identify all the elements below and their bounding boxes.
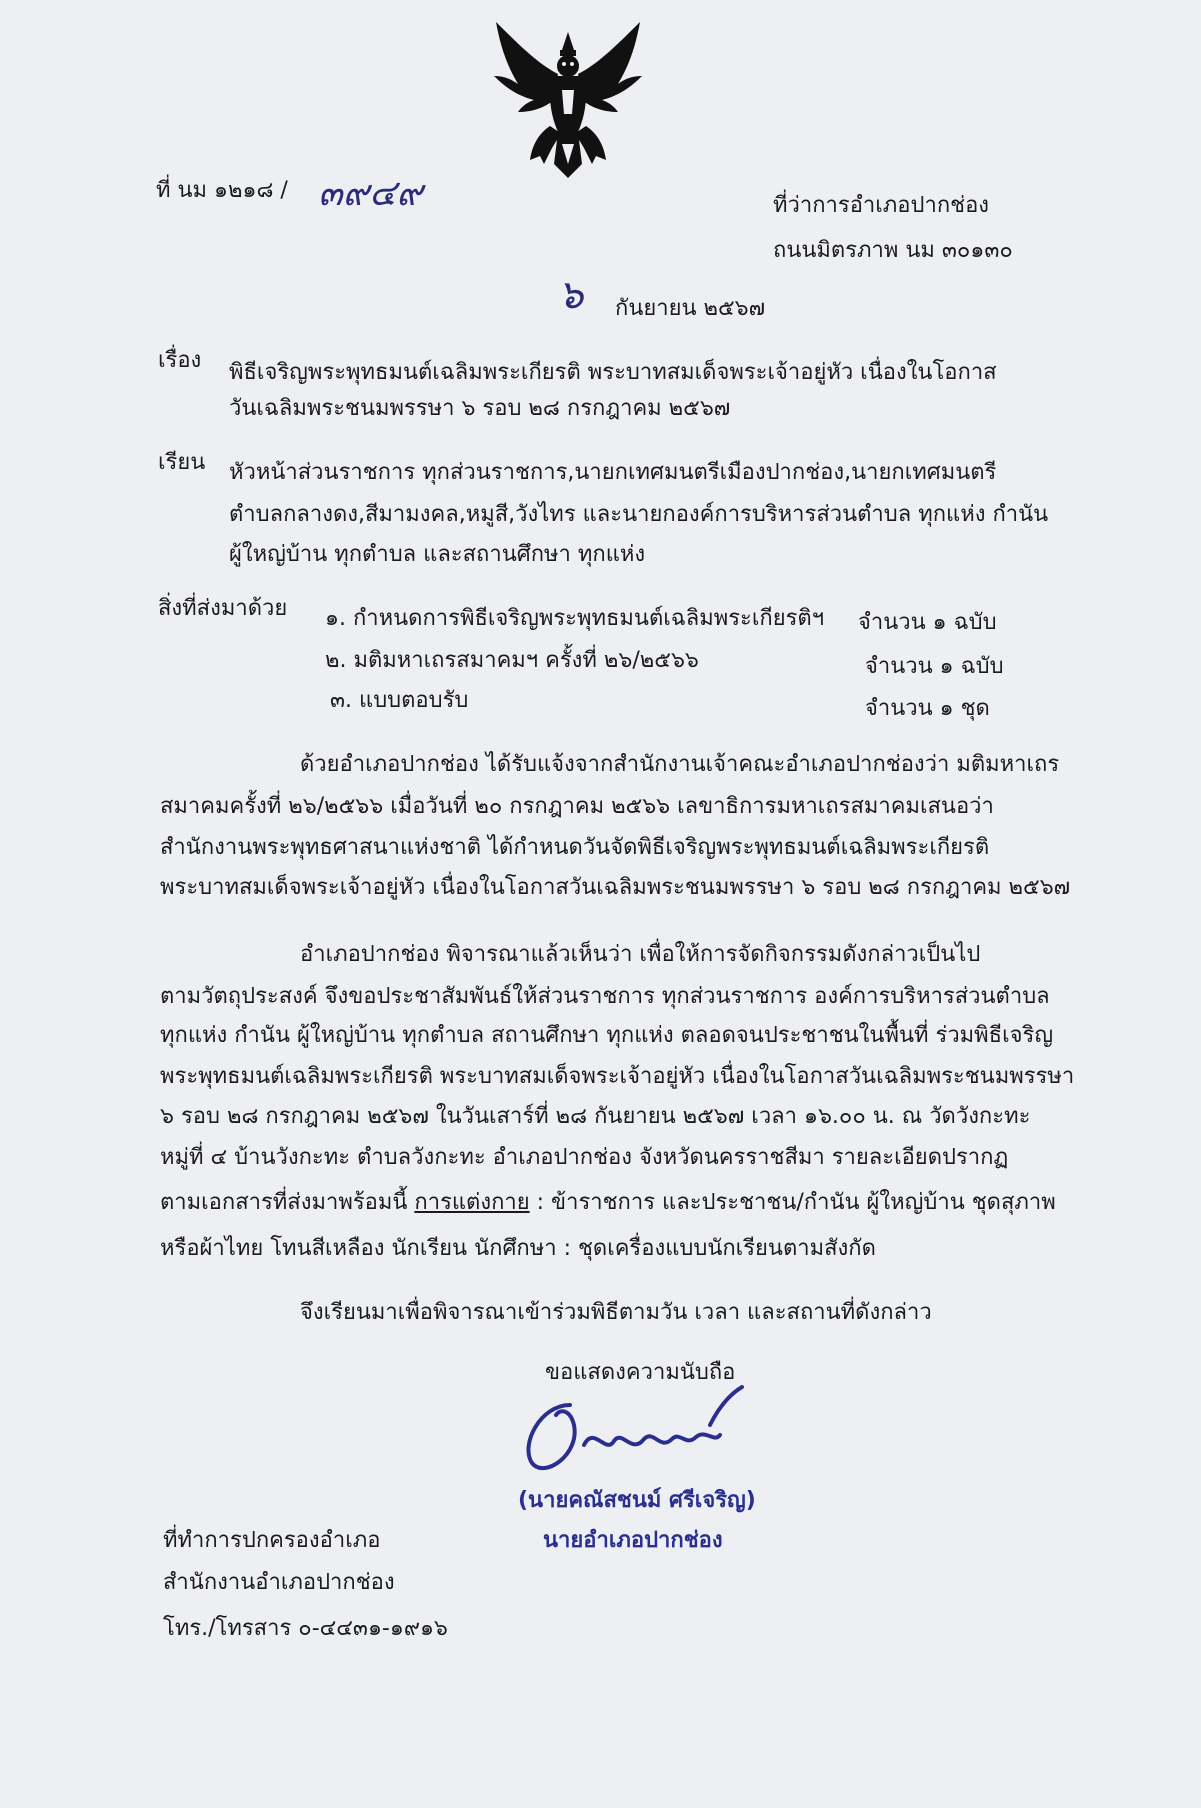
subject-line-2: วันเฉลิมพระชนมพรรษา ๖ รอบ ๒๘ กรกฎาคม ๒๕๖๗ <box>229 396 731 421</box>
para1-line-4: พระบาทสมเด็จพระเจ้าอยู่หัว เนื่องในโอกาสวันเฉลิมพระชนมพรรษา ๖ รอบ ๒๘ กรกฎาคม ๒๕๖๗ <box>160 875 1071 900</box>
para2-line-1: อำเภอปากช่อง พิจารณาแล้วเห็นว่า เพื่อให้การจัดกิจกรรมดังกล่าวเป็นไป <box>300 942 981 967</box>
document-number-prefix: ที่ นม ๑๒๑๘ / <box>156 178 288 203</box>
para2-line-7-post: : ข้าราชการ และประชาชน/กำนัน ผู้ใหญ่บ้าน ชุดสุภาพ <box>529 1190 1056 1215</box>
para2-line-7-pre: ตามเอกสารที่ส่งมาพร้อมนี้ <box>160 1190 415 1215</box>
attachment-item-3: ๓. แบบตอบรับ <box>330 688 469 713</box>
footer-phone: โทร./โทรสาร ๐-๔๔๓๑-๑๙๑๖ <box>163 1616 448 1641</box>
subject-line-1: พิธีเจริญพระพุทธมนต์เฉลิมพระเกียรติ พระบาทสมเด็จพระเจ้าอยู่หัว เนื่องในโอกาส <box>229 360 997 385</box>
footer-division: ที่ทำการปกครองอำเภอ <box>163 1528 381 1553</box>
subject-label: เรื่อง <box>158 348 202 373</box>
regards: ขอแสดงความนับถือ <box>545 1360 736 1385</box>
to-line-1: หัวหน้าส่วนราชการ ทุกส่วนราชการ,นายกเทศมนตรีเมืองปากช่อง,นายกเทศมนตรี <box>229 460 997 485</box>
closing-line: จึงเรียนมาเพื่อพิจารณาเข้าร่วมพิธีตามวัน เวลา และสถานที่ดังกล่าว <box>300 1300 932 1325</box>
para2-line-3: ทุกแห่ง กำนัน ผู้ใหญ่บ้าน ทุกตำบล สถานศึกษา ทุกแห่ง ตลอดจนประชาชนในพื้นที่ ร่วมพิธีเจริญ <box>160 1023 1054 1048</box>
attachment-item-2: ๒. มติมหาเถรสมาคมฯ ครั้งที่ ๒๖/๒๕๖๖ <box>325 648 699 673</box>
attachment-qty-2: จำนวน ๑ ฉบับ <box>865 654 1004 679</box>
to-line-3: ผู้ใหญ่บ้าน ทุกตำบล และสถานศึกษา ทุกแห่ง <box>229 542 646 567</box>
office-name: ที่ว่าการอำเภอปากช่อง <box>773 193 990 218</box>
date-day-handwritten: ๖ <box>558 272 584 318</box>
dress-code-label: การแต่งกาย <box>414 1190 530 1215</box>
signature-icon <box>510 1385 760 1495</box>
garuda-emblem-icon <box>488 14 648 184</box>
date-text: กันยายน ๒๕๖๗ <box>615 296 766 321</box>
to-label: เรียน <box>158 450 206 475</box>
attachments-label: สิ่งที่ส่งมาด้วย <box>158 596 288 621</box>
document-number-handwritten: ๓๙๔๙ <box>318 173 423 214</box>
para2-line-4: พระพุทธมนต์เฉลิมพระเกียรติ พระบาทสมเด็จพระเจ้าอยู่หัว เนื่องในโอกาสวันเฉลิมพระชนมพรรษา <box>160 1064 1075 1089</box>
signer-name: (นายคณัสชนม์ ศรีเจริญ) <box>518 1488 756 1513</box>
attachment-qty-3: จำนวน ๑ ชุด <box>865 696 990 721</box>
para2-line-2: ตามวัตถุประสงค์ จึงขอประชาสัมพันธ์ให้ส่วนราชการ ทุกส่วนราชการ องค์การบริหารส่วนตำบล <box>160 984 1050 1009</box>
para2-line-6: หมู่ที่ ๔ บ้านวังกะทะ ตำบลวังกะทะ อำเภอปากช่อง จังหวัดนครราชสีมา รายละเอียดปรากฏ <box>160 1145 1009 1170</box>
para2-line-5: ๖ รอบ ๒๘ กรกฎาคม ๒๕๖๗ ในวันเสาร์ที่ ๒๘ กันยายน ๒๕๖๗ เวลา ๑๖.๐๐ น. ณ วัดวังกะทะ <box>160 1104 1031 1129</box>
para1-line-3: สำนักงานพระพุทธศาสนาแห่งชาติ ได้กำหนดวันจัดพิธีเจริญพระพุทธมนต์เฉลิมพระเกียรติ <box>160 835 990 860</box>
office-address: ถนนมิตรภาพ นม ๓๐๑๓๐ <box>773 238 1013 263</box>
para1-line-1: ด้วยอำเภอปากช่อง ได้รับแจ้งจากสำนักงานเจ้าคณะอำเภอปากช่องว่า มติมหาเถร <box>300 752 1060 777</box>
footer-office: สำนักงานอำเภอปากช่อง <box>163 1570 395 1595</box>
to-line-2: ตำบลกลางดง,สีมามงคล,หมูสี,วังไทร และนายกองค์การบริหารส่วนตำบล ทุกแห่ง กำนัน <box>229 502 1049 527</box>
attachment-qty-1: จำนวน ๑ ฉบับ <box>858 610 997 635</box>
signer-title: นายอำเภอปากช่อง <box>543 1528 723 1553</box>
para2-line-7 <box>160 1192 1056 1214</box>
attachment-item-1: ๑. กำหนดการพิธีเจริญพระพุทธมนต์เฉลิมพระเกียรติฯ <box>325 606 825 631</box>
para1-line-2: สมาคมครั้งที่ ๒๖/๒๕๖๖ เมื่อวันที่ ๒๐ กรกฎาคม ๒๕๖๖ เลขาธิการมหาเถรสมาคมเสนอว่า <box>160 794 994 819</box>
para2-line-8: หรือผ้าไทย โทนสีเหลือง นักเรียน นักศึกษา : ชุดเครื่องแบบนักเรียนตามสังกัด <box>160 1236 876 1261</box>
